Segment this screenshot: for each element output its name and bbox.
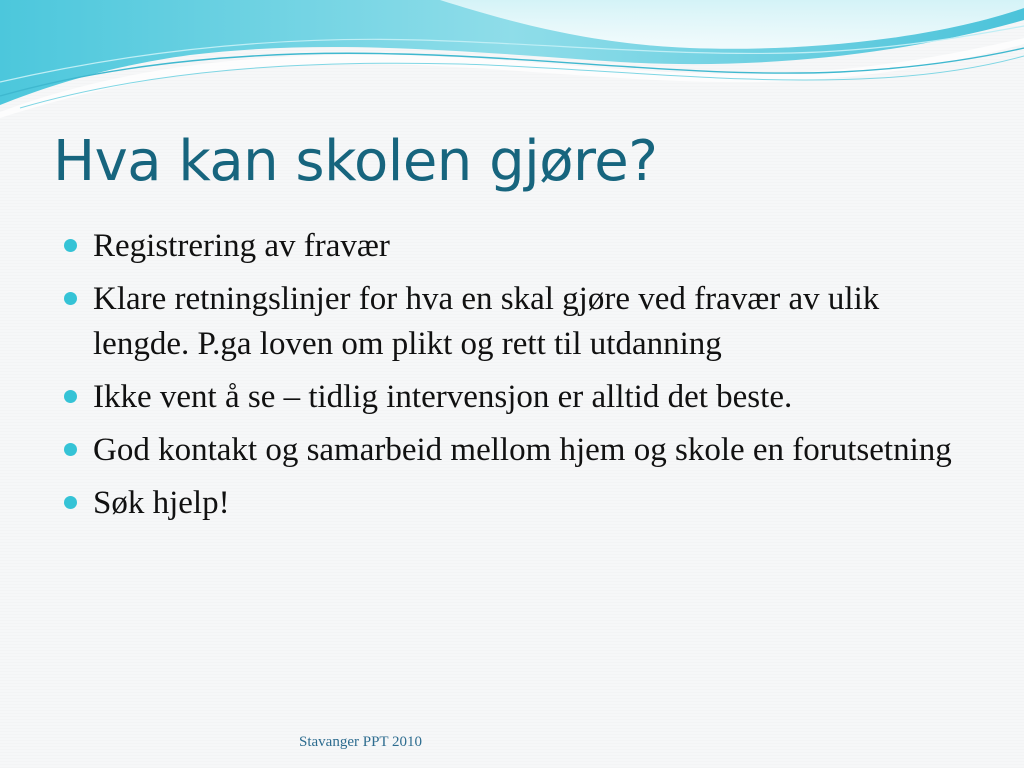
slide-footer: Stavanger PPT 2010 xyxy=(299,734,423,750)
bullet-dot-icon xyxy=(64,496,77,509)
bullet-text: Søk hjelp! xyxy=(93,485,230,521)
bullet-text: Klare retningslinjer for hva en skal gjøre ved fravær av ulik lengde. P.ga loven om plikt og rett til utdanning xyxy=(93,281,880,362)
bullet-item xyxy=(62,428,962,473)
bullet-item xyxy=(62,481,962,526)
bullet-list xyxy=(62,224,962,534)
decorative-wave-header xyxy=(0,0,1024,130)
bullet-item xyxy=(62,224,962,269)
bullet-text: Registrering av fravær xyxy=(93,228,390,264)
bullet-dot-icon xyxy=(64,292,77,305)
bullet-item xyxy=(62,277,962,367)
bullet-item xyxy=(62,375,962,420)
slide-title: Hva kan skolen gjøre? xyxy=(53,129,658,194)
bullet-text: Ikke vent å se – tidlig intervensjon er alltid det beste. xyxy=(93,379,793,415)
bullet-dot-icon xyxy=(64,443,77,456)
bullet-dot-icon xyxy=(64,390,77,403)
bullet-text: God kontakt og samarbeid mellom hjem og skole en forutsetning xyxy=(93,432,952,468)
bullet-dot-icon xyxy=(64,239,77,252)
